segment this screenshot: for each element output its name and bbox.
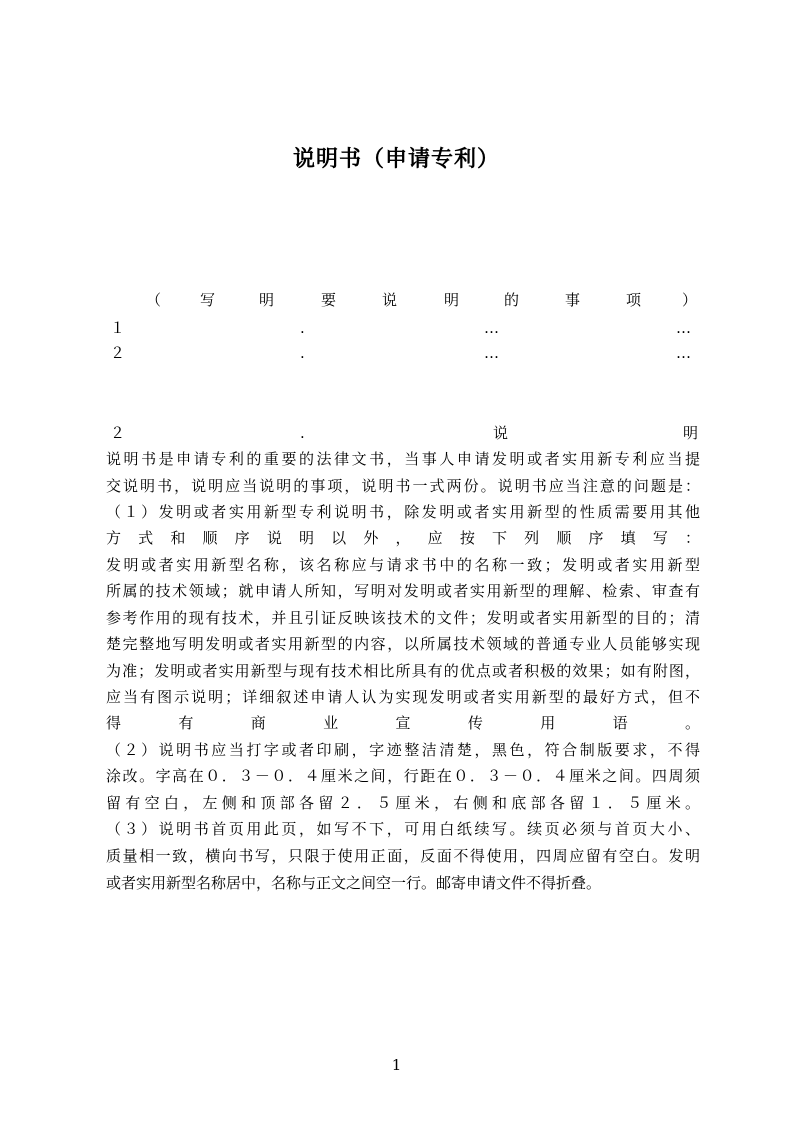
item-ellipsis: … (676, 319, 691, 337)
section-heading (110, 421, 698, 445)
item-ellipsis: … (676, 344, 691, 362)
body-line: （２）说明书应当打字或者印刷，字迹整洁清楚，黑色，符合制版要求，不得 (106, 741, 700, 759)
document-title: 说明书（申请专利） (292, 147, 500, 172)
section-dot: . (300, 424, 305, 442)
header-close-paren: ） (682, 291, 698, 309)
item-row (110, 341, 698, 365)
section-number: ２ (110, 424, 126, 442)
item-row (110, 316, 698, 340)
body-line: （１）发明或者实用新型专利说明书，除发明或者实用新型的性质需要用其他 (106, 503, 700, 521)
body-line: 说明书是申请专利的重要的法律文书，当事人申请发明或者实用新专利应当提 (106, 450, 700, 468)
body-line: 交说明书，说明应当说明的事项，说明书一式两份。说明书应当注意的问题是： (106, 477, 700, 495)
body-line: 所属的技术领域；就申请人所知，写明对发明或者实用新型的理解、检索、审查有 (106, 582, 700, 600)
item-ellipsis: … (484, 344, 499, 362)
item-number: １ (110, 319, 126, 337)
body-line: 参考作用的现有技术，并且引证反映该技术的文件；发明或者实用新型的目的；清 (106, 609, 700, 627)
item-dot: . (300, 344, 305, 362)
body-line: 方式和顺序说明以外，应按下列顺序填写： (106, 529, 700, 547)
item-number: ２ (110, 344, 126, 362)
body-line: 发明或者实用新型名称，该名称应与请求书中的名称一致；发明或者实用新型 (106, 556, 700, 574)
body-line: 或者实用新型名称居中，名称与正文之间空一行。邮寄申请文件不得折叠。 (106, 874, 602, 892)
header-char: 写 (200, 291, 216, 309)
body-line: 质量相一致，横向书写，只限于使用正面，反面不得使用，四周应留有空白。发明 (106, 847, 700, 865)
body-line: 留有空白，左侧和顶部各留２．５厘米，右侧和底部各留１．５厘米。 (106, 794, 700, 812)
header-char: 的 (504, 291, 520, 309)
item-dot: . (300, 319, 305, 337)
body-line: 楚完整地写明发明或者实用新型的内容，以所属技术领域的普通专业人员能够实现 (106, 635, 700, 653)
header-char: 事 (565, 291, 581, 309)
items-header-row (110, 288, 698, 312)
section-word: 说 (493, 424, 509, 442)
header-open-paren: （ (146, 291, 162, 309)
header-char: 明 (444, 291, 460, 309)
body-line: 得有商业宣传用语。 (106, 714, 700, 732)
body-line: 应当有图示说明；详细叙述申请人认为实现发明或者实用新型的最好方式，但不 (106, 688, 700, 706)
item-ellipsis: … (484, 319, 499, 337)
header-char: 要 (321, 291, 337, 309)
section-word: 明 (683, 424, 699, 442)
header-char: 说 (382, 291, 398, 309)
body-line: 涂改。字高在０．３－０．４厘米之间，行距在０．３－０．４厘米之间。四周须 (106, 767, 700, 785)
header-char: 明 (259, 291, 275, 309)
body-line: （３）说明书首页用此页，如写不下，可用白纸续写。续页必须与首页大小、 (106, 820, 700, 838)
page-number: 1 (391, 1056, 402, 1074)
body-line: 为准；发明或者实用新型与现有技术相比所具有的优点或者积极的效果；如有附图， (106, 662, 700, 680)
header-char: 项 (626, 291, 642, 309)
